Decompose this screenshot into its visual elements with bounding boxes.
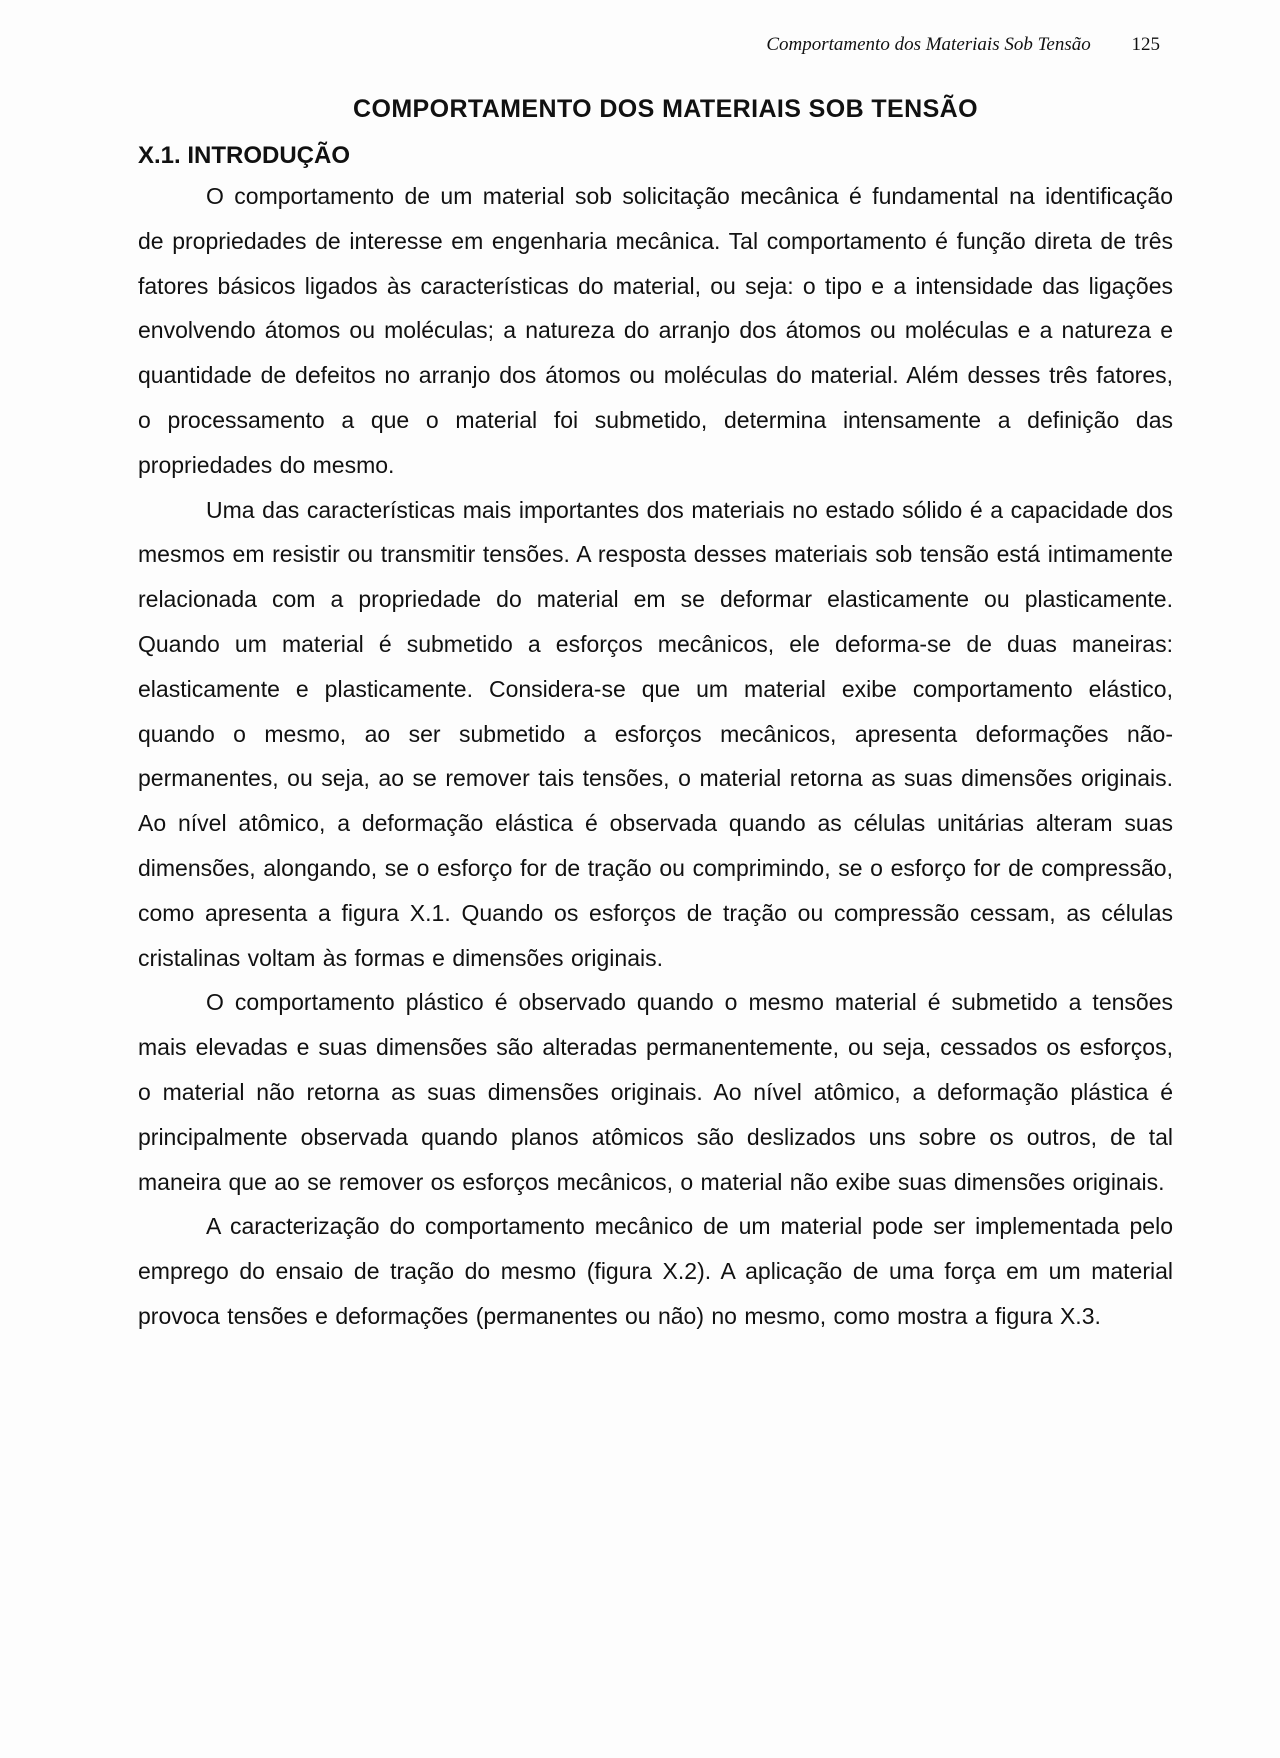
paragraph-introduction: O comportamento de um material sob solicitação mecânica é fundamental na identificação de propriedades de interesse em engenharia mecânica. Tal comportamento é função direta de três fatores básicos ligados às características do material, ou seja: o tipo e a intensidade das ligações envolvendo átomos ou moléculas; a natureza do arranjo dos átomos ou moléculas e a natureza e quantidade de defeitos no arranjo dos átomos ou moléculas do material. Além desses três fatores, o processamento a que o material foi submetido, determina intensamente a definição das propriedades do mesmo. bbox=[138, 183, 1173, 478]
paragraph-stress-response: Uma das características mais importantes dos materiais no estado sólido é a capacidade dos mesmos em resistir ou transmitir tensões. A resposta desses materiais sob tensão está intimamente relacionada com a propriedade do material em se deformar elasticamente ou plasticamente. Quando um material é submetido a esforços mecânicos, ele deforma-se de duas maneiras: elasticamente e plasticamente. Considera-se que um material exibe comportamento elástico, quando o mesmo, ao ser submetido a esforços mecânicos, apresenta deformações não-permanentes, ou seja, ao se remover tais tensões, o material retorna as suas dimensões originais. Ao nível atômico, a deformação elástica é observada quando as células unitárias alteram suas dimensões, alongando, se o esforço for de tração ou comprimindo, se o esforço for de compressão, como apresenta a figura X.1. Quando os esforços de tração ou compressão cessam, as células cristalinas voltam às formas e dimensões originais. bbox=[138, 496, 1173, 971]
page-content bbox=[138, 92, 1173, 1339]
paragraph-tensile-test: A caracterização do comportamento mecânico de um material pode ser implementada pelo emprego do ensaio de tração do mesmo (figura X.2). A aplicação de uma força em um material provoca tensões e deformações (permanentes ou não) no mesmo, como mostra a figura X.3. bbox=[138, 1213, 1173, 1329]
page-number: 125 bbox=[1131, 34, 1160, 55]
running-title: Comportamento dos Materiais Sob Tensão bbox=[766, 34, 1091, 55]
paragraph-plastic-behavior: O comportamento plástico é observado quando o mesmo material é submetido a tensões mais elevadas e suas dimensões são alteradas permanentemente, ou seja, cessados os esforços, o material não retorna as suas dimensões originais. Ao nível atômico, a deformação plástica é principalmente observada quando planos atômicos são deslizados uns sobre os outros, de tal maneira que ao se remover os esforços mecânicos, o material não exibe suas dimensões originais. bbox=[138, 989, 1173, 1195]
chapter-title: COMPORTAMENTO DOS MATERIAIS SOB TENSÃO bbox=[353, 95, 978, 123]
section-heading: X.1. INTRODUÇÃO bbox=[138, 142, 351, 169]
running-header bbox=[600, 34, 1160, 56]
